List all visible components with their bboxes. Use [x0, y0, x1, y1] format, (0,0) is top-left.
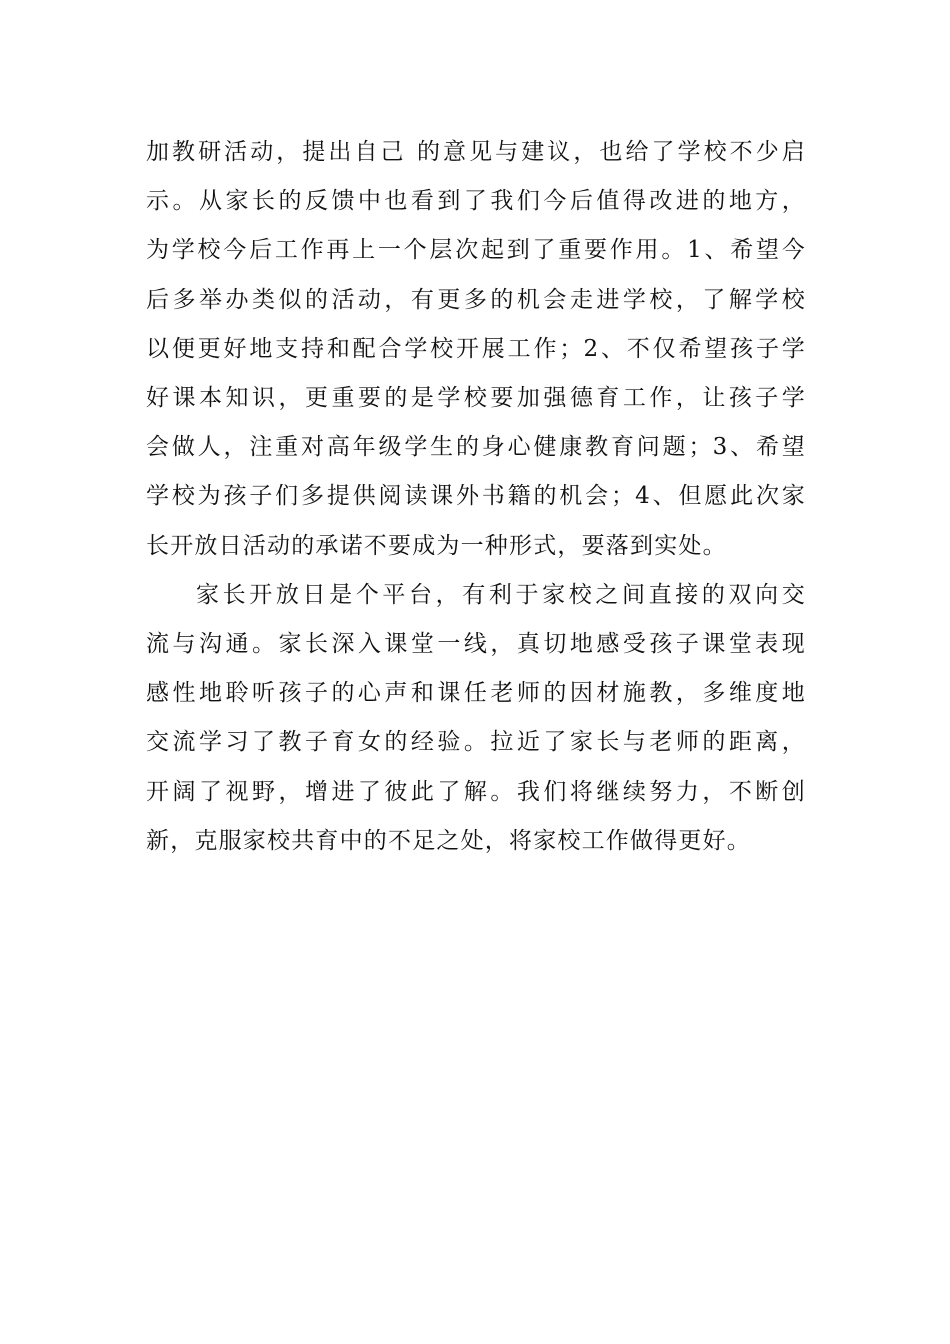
paragraph-line: 会做人，注重对高年级学生的身心健康教育问题；3、希望 — [146, 434, 806, 461]
paragraph-line: 好课本知识，更重要的是学校要加强德育工作，让孩子学 — [146, 385, 806, 412]
paragraph-line: 交流学习了教子育女的经验。拉近了家长与老师的距离， — [146, 729, 806, 756]
paragraph-line: 家长开放日是个平台，有利于家校之间直接的双向交 — [196, 581, 806, 608]
paragraph-2 — [146, 571, 806, 866]
paragraph-line: 流与沟通。家长深入课堂一线，真切地感受孩子课堂表现 — [146, 631, 806, 658]
paragraph-line: 新，克服家校共育中的不足之处，将家校工作做得更好。 — [146, 827, 751, 854]
paragraph-line: 开阔了视野，增进了彼此了解。我们将继续努力，不断创 — [146, 778, 806, 805]
paragraph-line: 以便更好地支持和配合学校开展工作；2、不仅希望孩子学 — [146, 335, 806, 362]
paragraph-line: 感性地聆听孩子的心声和课任老师的因材施教，多维度地 — [146, 680, 806, 707]
paragraph-line: 长开放日活动的承诺不要成为一种形式，要落到实处。 — [146, 532, 727, 559]
paragraph-line: 为学校今后工作再上一个层次起到了重要作用。1、希望今 — [146, 237, 806, 264]
paragraph-line: 加教研活动，提出自己 的意见与建议，也给了学校不少启 — [146, 139, 806, 165]
document-body — [146, 128, 806, 866]
paragraph-line: 学校为孩子们多提供阅读课外书籍的机会；4、但愿此次家 — [146, 483, 806, 510]
paragraph-line: 示。从家长的反馈中也看到了我们今后值得改进的地方， — [146, 188, 806, 215]
paragraph-1 — [146, 128, 806, 571]
paragraph-line: 后多举办类似的活动，有更多的机会走进学校，了解学校 — [146, 286, 806, 313]
